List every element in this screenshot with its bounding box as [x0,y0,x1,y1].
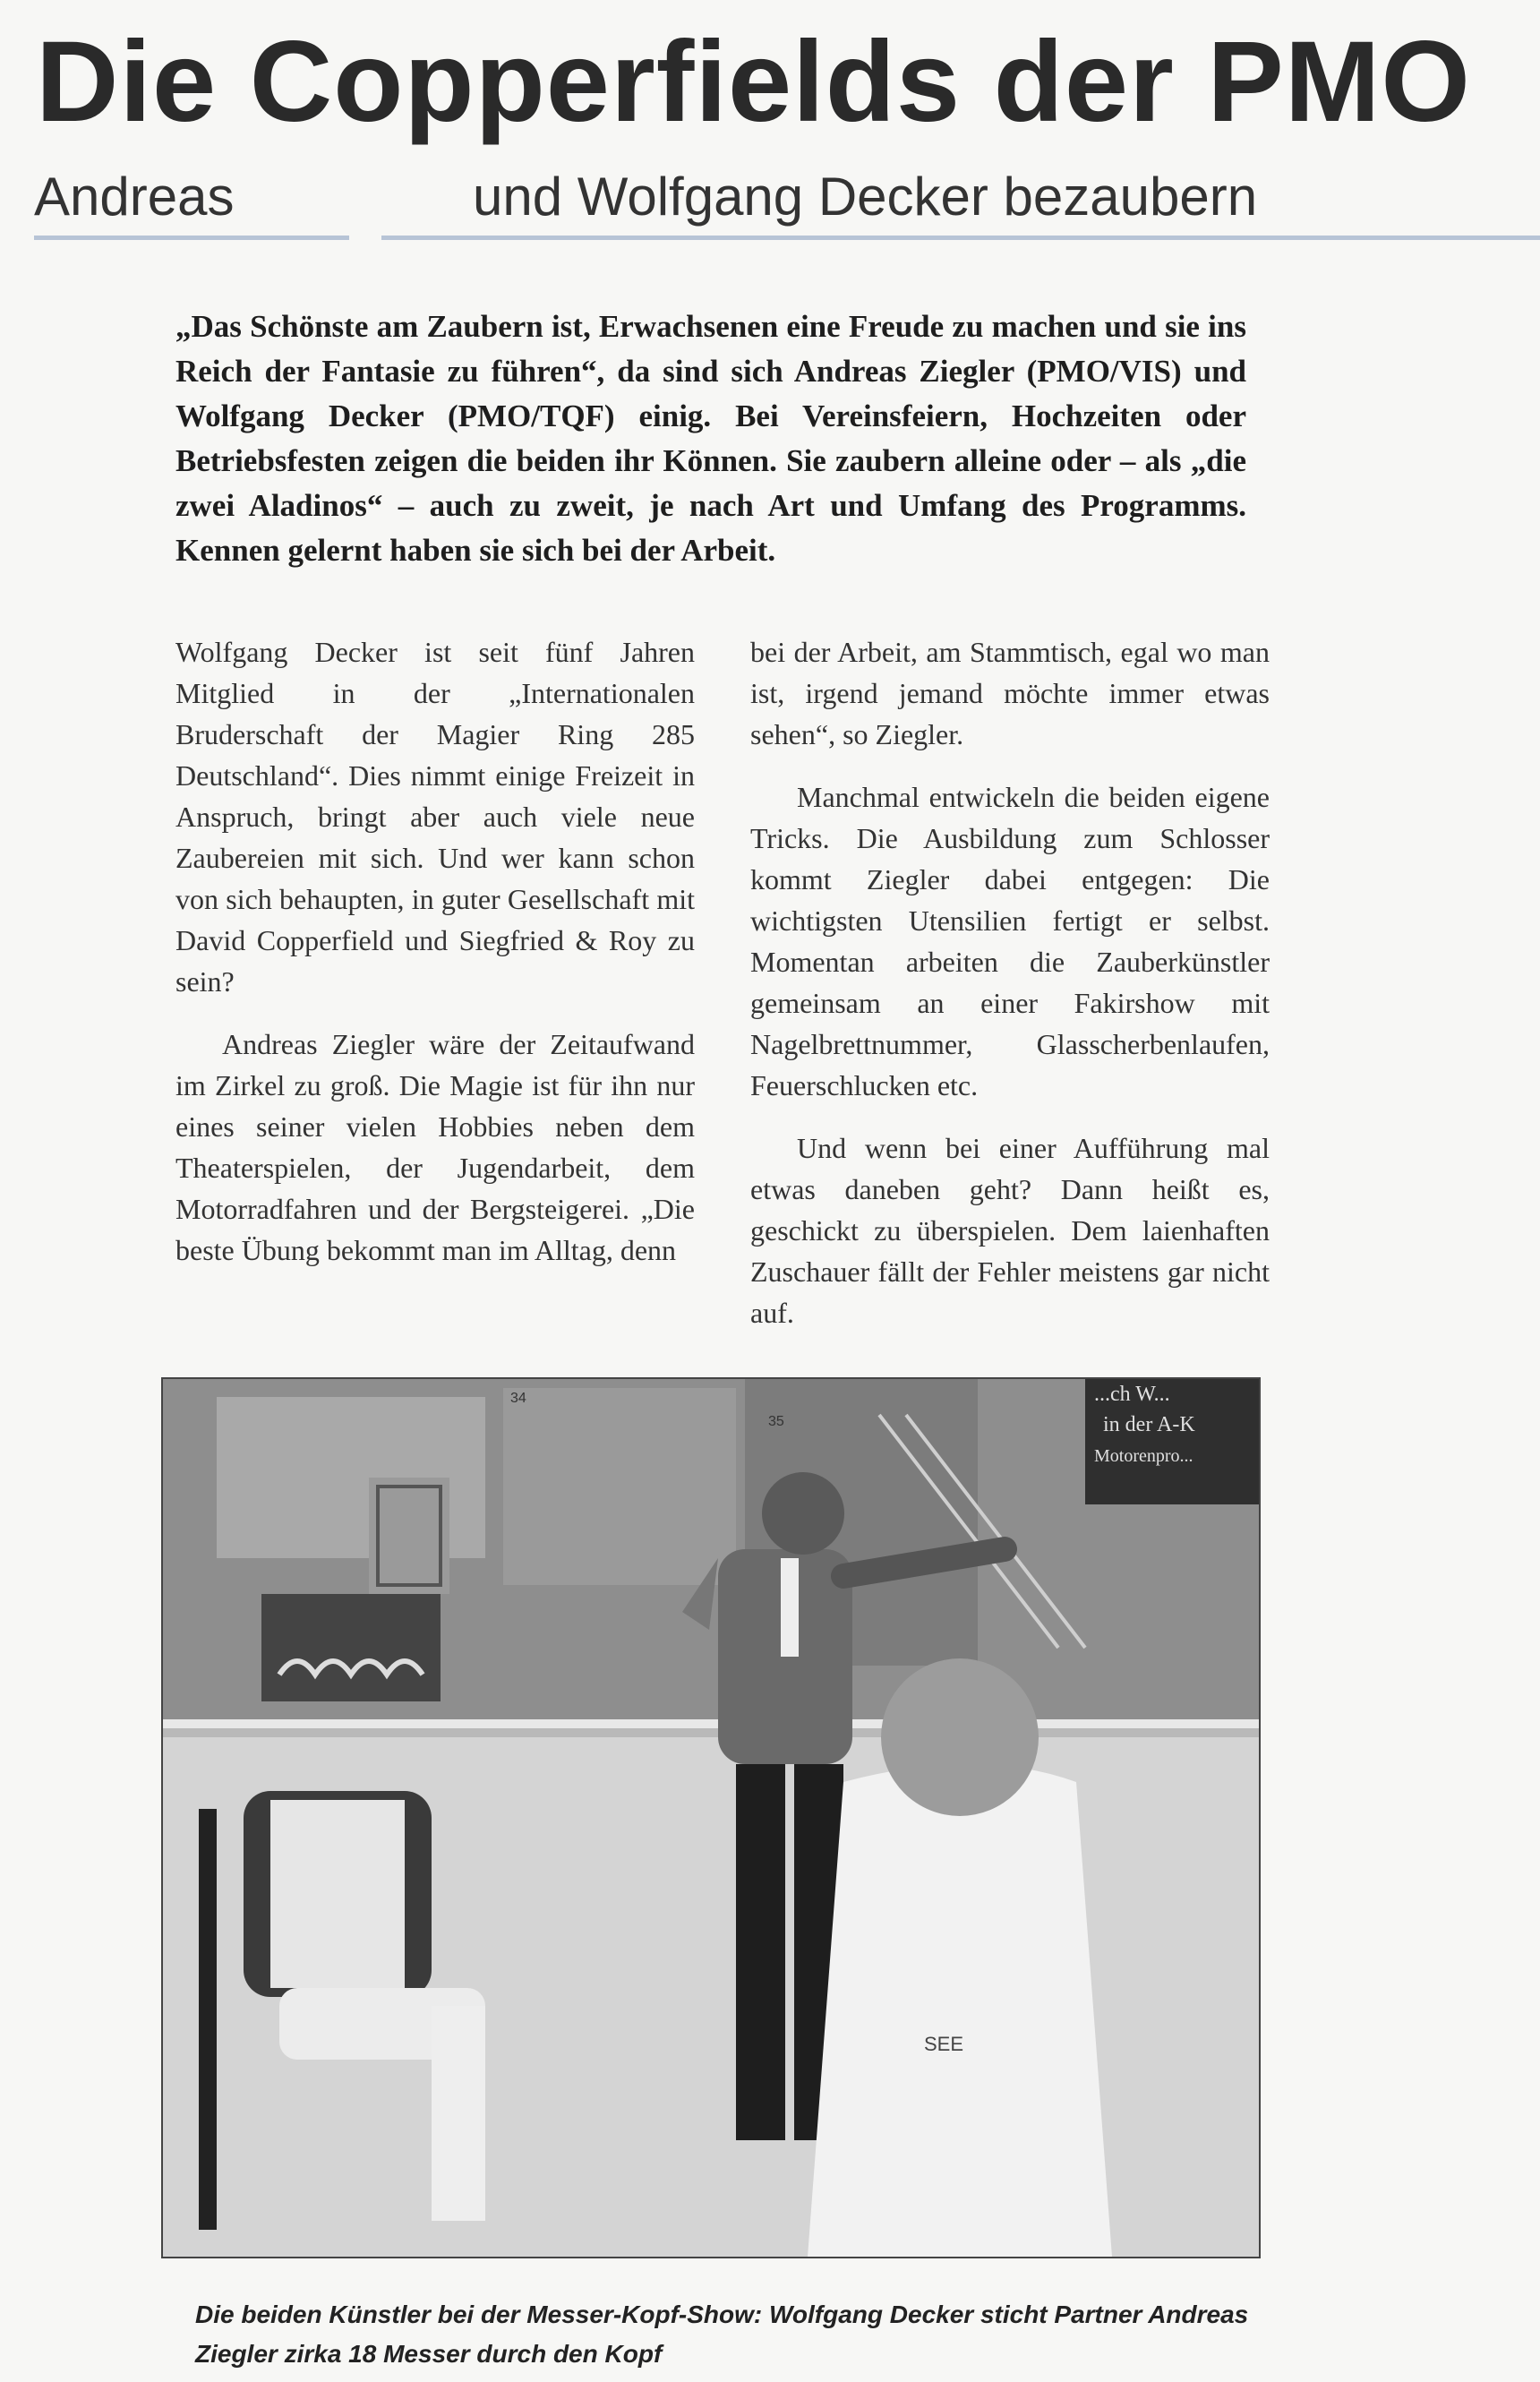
body-paragraph: Und wenn bei einer Aufführung mal etwas daneben geht? Dann heißt es, geschickt zu überspielen. Dem laienhaften Zuschauer fällt der Fehler meistens gar nicht auf. [750,1132,1270,1329]
hall-number: 34 [510,1391,526,1406]
photo-caption: Die beiden Künstler bei der Messer-Kopf-Show: Wolfgang Decker sticht Partner Andreas Ziegler zirka 18 Messer durch den Kopf [195,2301,1249,2368]
magic-box [261,1594,441,1701]
lead-paragraph: „Das Schönste am Zaubern ist, Erwachsenen eine Freude zu machen und sie ins Reich der Fantasie zu führen“, da sind sich Andreas Ziegler (PMO/VIS) und Wolfgang Decker (PMO/TQF) einig. Bei Vereinsfeiern, Hochzeiten oder Betriebsfesten zeigen die beiden ihr Können. Sie zaubern alleine oder – als „die zwei Aladinos“ – auch zu zweit, je nach Art und Umfang des Programms. Kennen gelernt haben sie sich bei der Arbeit. [175,309,1246,568]
wall-sign-line: Motorenpro... [1094,1446,1194,1466]
text-column-left [175,631,695,1292]
body-paragraph: Wolfgang Decker ist seit fünf Jahren Mitglied in der „Internationalen Bruderschaft der Magier Ring 285 Deutschland“. Dies nimmt einige Freizeit in Anspruch, bringt aber auch viele neue Zaubereien mit sich. Und wer kann schon von sich behaupten, in guter Gesellschaft mit David Copperfield und Siegfried & Roy zu sein? [175,636,695,998]
body-paragraph: Manchmal entwickeln die beiden eigene Tricks. Die Ausbildung zum Schlosser kommt Ziegler dabei entgegen: Die wichtigsten Utensilien fertigt er selbst. Momentan arbeiten die Zauberkünstler gemeinsam an einer Fakirshow mit Nagelbrettnummer, Glasscherbenlaufen, Feuerschlucken etc. [750,781,1270,1101]
headline: Die Copperfields der PMO [36,18,1471,146]
wall-sign-line: in der A-K [1103,1413,1195,1436]
subtitle-rule [381,236,1540,240]
shirt-print: SEE [924,2033,964,2055]
article-photo [161,1377,1261,2258]
wall-sign-line: ...ch W... [1094,1383,1170,1406]
subtitle [34,166,1540,237]
subtitle-rule [34,236,349,240]
hall-number: 35 [768,1414,784,1429]
body-paragraph: bei der Arbeit, am Stammtisch, egal wo man ist, irgend jemand möchte immer etwas sehen“, so Ziegler. [750,636,1270,750]
photo-illustration [163,1379,1259,2257]
subtitle-left: Andreas [34,167,235,227]
body-paragraph: Andreas Ziegler wäre der Zeitaufwand im Zirkel zu groß. Die Magie ist für ihn nur eines seiner vielen Hobbies neben dem Theaterspielen, der Jugendarbeit, dem Motorradfahren und der Bergsteigerei. „Die beste Übung bekommt man im Alltag, denn [175,1028,695,1266]
subtitle-right: und Wolfgang Decker bezaubern [473,167,1258,227]
text-column-right [750,631,1270,1355]
